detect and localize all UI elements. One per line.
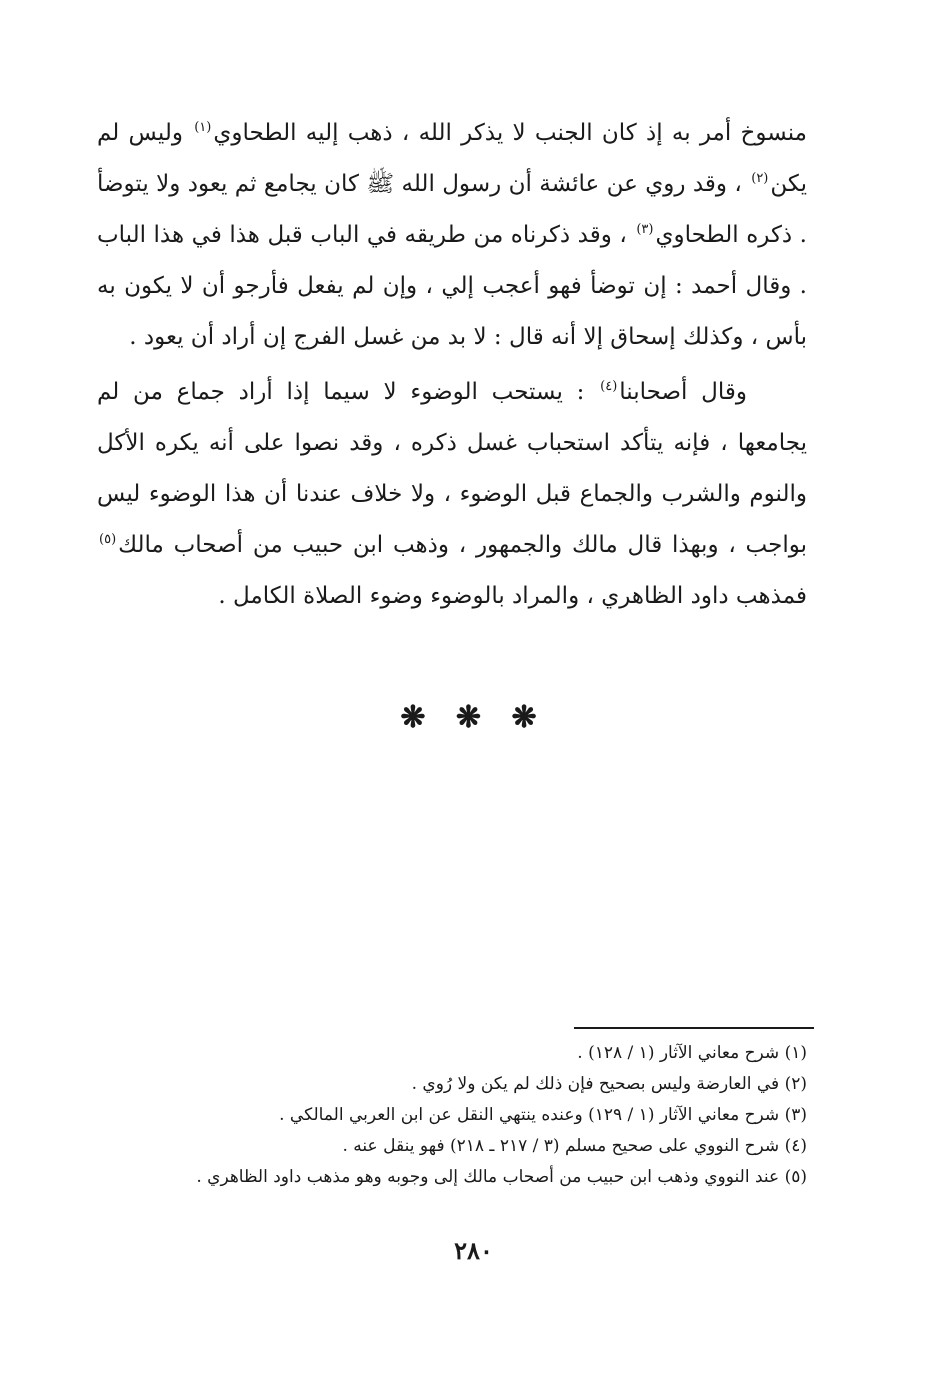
footnote-5: (٥) عند النووي وذهب ابن حبيب من أصحاب مالك إلى وجوبه وهو مذهب داود الظاهري .: [196, 1167, 807, 1187]
footnote-divider: [574, 1027, 814, 1029]
footnote-ref-3: (٣): [636, 222, 654, 238]
paragraph-2-segment-1: وقال أصحابنا: [619, 379, 747, 405]
footnote-1: (١) شرح معاني الآثار (١ / ١٢٨) .: [577, 1043, 807, 1063]
footnote-ref-1: (١): [194, 120, 212, 136]
paragraph-2-segment-3: فمذهب داود الظاهري ، والمراد بالوضوء وضوء الصلاة الكامل .: [218, 583, 807, 609]
paragraph-2: [97, 367, 807, 622]
paragraph-1: [97, 108, 807, 363]
page-number: ٢٨٠: [454, 1236, 493, 1265]
footnote-2: (٢) في العارضة وليس بصحيح فإن ذلك لم يكن ولا رُوي .: [411, 1074, 807, 1094]
footnotes: [107, 1038, 807, 1193]
paragraph-2-segment-2: : يستحب الوضوء لا سيما إذا أراد جماع من لم يجامعها ، فإنه يتأكد استحباب غسل ذكره ، وقد نصوا على أنه يكره الأكل والنوم والشرب والجماع قبل الوضوء ، ولا خلاف عندنا أن هذا الوضوء ليس بواجب ، وبهذا قال مالك والجمهور ، وذهب ابن حبيب من أصحاب مالك: [97, 379, 807, 558]
footnote-ref-5: (٥): [99, 532, 117, 548]
paragraph-1-segment-1: منسوخ أمر به إذ كان الجنب لا يذكر الله ، ذهب إليه الطحاوي: [213, 120, 807, 146]
footnote-3: (٣) شرح معاني الآثار (١ / ١٢٩) وعنده ينتهي النقل عن ابن العربي المالكي .: [279, 1105, 807, 1125]
paragraph-1-segment-2: وليس لم يكن: [97, 120, 807, 197]
paragraph-1-segment-4: ، وقد ذكرناه من طريقه في الباب قبل هذا في هذا الباب . وقال أحمد : إن توضأ فهو أعجب إلي ، وإن لم يفعل فأرجو أن لا يكون به بأس ، وكذلك إسحاق إلا أنه قال : لا بد من غسل الفرج إن أراد أن يعود .: [97, 222, 807, 350]
main-text: [97, 108, 807, 622]
footnote-ref-4: (٤): [600, 379, 618, 395]
section-separator: ❋ ❋ ❋: [400, 700, 547, 735]
footnote-4: (٤) شرح النووي على صحيح مسلم (٣ / ٢١٧ ـ ٢١٨) فهو ينقل عنه .: [342, 1136, 807, 1156]
footnote-ref-2: (٢): [751, 171, 769, 187]
paragraph-1-segment-3: ، وقد روي عن عائشة أن رسول الله ﷺ كان يجامع ثم يعود ولا يتوضأ . ذكره الطحاوي: [97, 171, 807, 248]
